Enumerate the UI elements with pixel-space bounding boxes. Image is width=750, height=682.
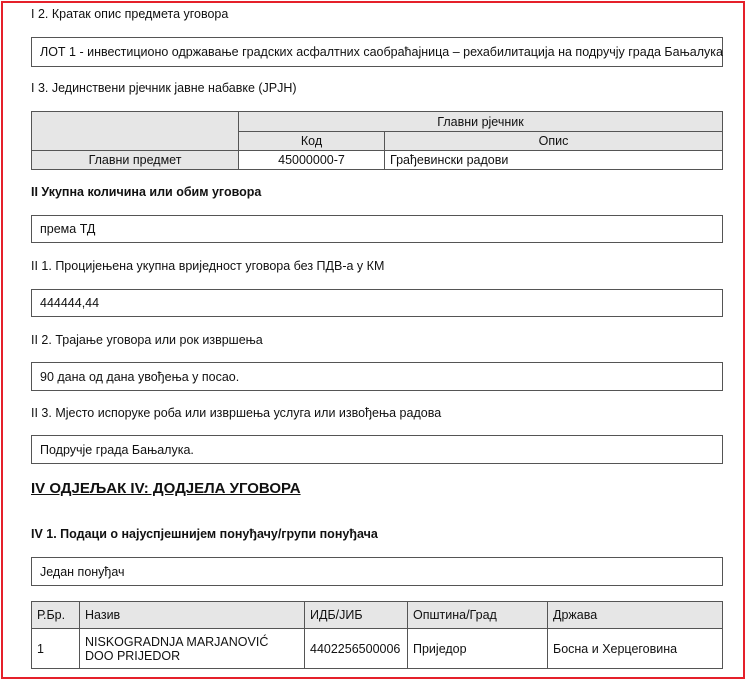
section-i3-label: I 3. Јединствени рјечник јавне набавке (ЈРЈН) [31, 81, 297, 95]
place-field: Подручје града Бањалука. [31, 435, 723, 464]
cpv-table-corner [32, 112, 239, 151]
bidder-city-header: Општина/Град [408, 602, 548, 629]
bidder-country-header: Држава [548, 602, 723, 629]
bidder-name-cell: NISKOGRADNJA MARJANOVIĆ DOO PRIJEDOR [80, 629, 305, 669]
bidder-name-header: Назив [80, 602, 305, 629]
table-row [32, 629, 723, 669]
bidder-num-header: Р.Бр. [32, 602, 80, 629]
short-description-field: ЛОТ 1 - инвестиционо одржавање градских асфалтних саобраћајница – рехабилитација на подручју града Бањалука [31, 37, 723, 67]
estimated-value-field: 444444,44 [31, 289, 723, 317]
cpv-desc-cell: Грађевински радови [385, 151, 723, 170]
section-iv-title: IV ОДЈЕЉАК IV: ДОДЈЕЛА УГОВОРА [31, 480, 301, 497]
section-ii3-label: II 3. Мјесто испоруке роба или извршења услуга или извођења радова [31, 406, 442, 420]
cpv-group-header: Главни рјечник [239, 112, 723, 132]
cpv-table [31, 111, 723, 170]
bidder-id-cell: 4402256500006 [305, 629, 408, 669]
cpv-row-label: Главни предмет [32, 151, 239, 170]
quantity-field: према ТД [31, 215, 723, 243]
cpv-code-header: Код [239, 132, 385, 151]
document-frame [1, 1, 745, 679]
bidder-country-cell: Босна и Херцеговина [548, 629, 723, 669]
duration-field: 90 дана од дана увођења у посао. [31, 362, 723, 391]
section-ii2-label: II 2. Трајање уговора или рок извршења [31, 333, 263, 347]
bidder-table [31, 601, 723, 669]
section-i2-label: I 2. Кратак опис предмета уговора [31, 7, 229, 21]
bidder-num-cell: 1 [32, 629, 80, 669]
section-iv1-label: IV 1. Подаци о најуспјешнијем понуђачу/групи понуђача [31, 527, 378, 541]
bidder-id-header: ИДБ/ЈИБ [305, 602, 408, 629]
bidder-type-field: Један понуђач [31, 557, 723, 586]
cpv-desc-header: Опис [385, 132, 723, 151]
cpv-code-cell: 45000000-7 [239, 151, 385, 170]
section-ii-label: II Укупна количина или обим уговора [31, 185, 262, 199]
bidder-city-cell: Приједор [408, 629, 548, 669]
section-ii1-label: II 1. Процијењена укупна вриједност уговора без ПДВ-а у КМ [31, 259, 385, 273]
